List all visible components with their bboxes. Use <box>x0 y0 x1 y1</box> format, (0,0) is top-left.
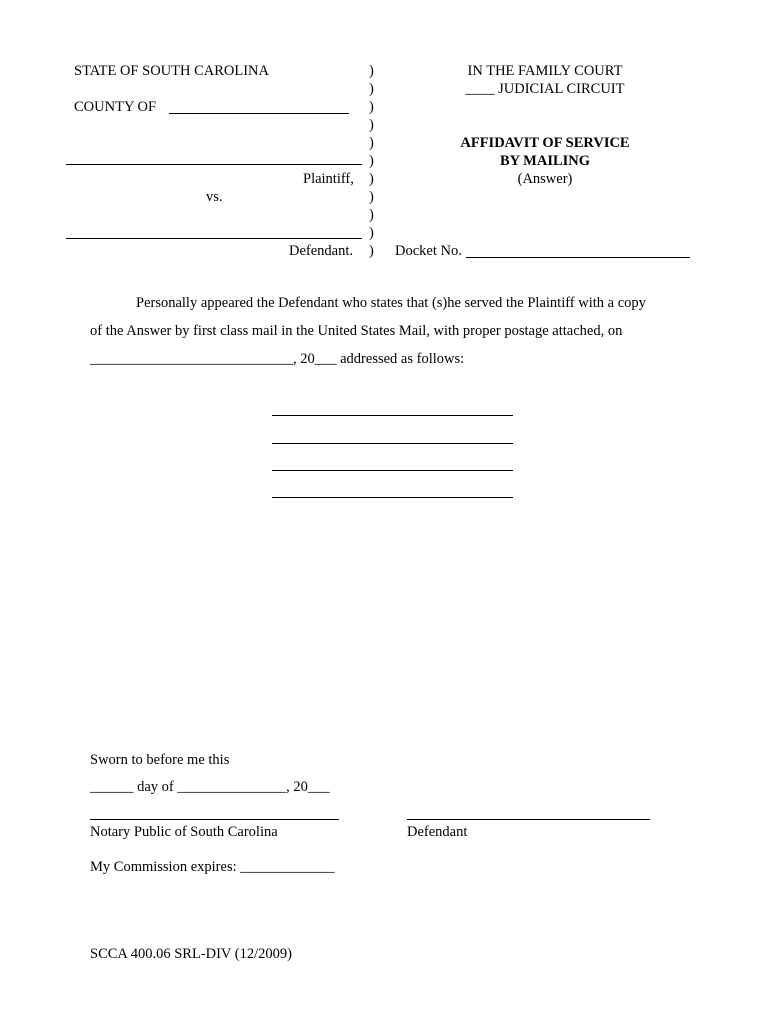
defendant-label: Defendant. <box>289 243 354 259</box>
document-subtitle: (Answer) <box>517 171 573 187</box>
address-line-3 <box>272 470 513 471</box>
caption-paren: ) <box>369 153 374 169</box>
caption-paren: ) <box>369 99 374 115</box>
docket-label: Docket No. <box>395 243 462 259</box>
sworn-date-line: ______ day of _______________, 20___ <box>90 779 330 795</box>
caption-paren: ) <box>369 243 374 259</box>
document-title: AFFIDAVIT OF SERVICE <box>460 135 630 151</box>
caption-paren: ) <box>369 225 374 241</box>
commission-expires: My Commission expires: _____________ <box>90 859 335 875</box>
caption-paren: ) <box>369 135 374 151</box>
caption-paren: ) <box>369 117 374 133</box>
county-label: COUNTY OF <box>74 99 157 115</box>
caption-paren: ) <box>369 63 374 79</box>
notary-signature-line <box>90 819 339 820</box>
defendant-name-line <box>66 238 362 239</box>
docket-number-line <box>466 257 690 258</box>
judicial-circuit: ____ JUDICIAL CIRCUIT <box>465 81 625 97</box>
address-line-1 <box>272 415 513 416</box>
notary-label: Notary Public of South Carolina <box>90 824 278 840</box>
sworn-text: Sworn to before me this <box>90 752 230 768</box>
form-number: SCCA 400.06 SRL-DIV (12/2009) <box>90 946 292 962</box>
document-title-line2: BY MAILING <box>499 153 591 169</box>
versus-label: vs. <box>206 189 223 205</box>
caption-paren: ) <box>369 207 374 223</box>
address-line-2 <box>272 443 513 444</box>
state-heading: STATE OF SOUTH CAROLINA <box>74 63 269 79</box>
county-blank-line <box>169 113 349 114</box>
plaintiff-name-line <box>66 164 362 165</box>
body-text-line3: ____________________________, 20___ addressed as follows: <box>90 351 465 367</box>
caption-paren: ) <box>369 171 374 187</box>
court-name: IN THE FAMILY COURT <box>467 63 623 79</box>
body-text-line2: of the Answer by first class mail in the United States Mail, with proper postage attached, on <box>90 323 623 339</box>
caption-paren: ) <box>369 81 374 97</box>
caption-paren: ) <box>369 189 374 205</box>
address-line-4 <box>272 497 513 498</box>
defendant-signature-label: Defendant <box>407 824 468 840</box>
plaintiff-label: Plaintiff, <box>303 171 354 187</box>
defendant-signature-line <box>407 819 650 820</box>
body-text-line1: Personally appeared the Defendant who states that (s)he served the Plaintiff with a copy <box>136 295 646 311</box>
